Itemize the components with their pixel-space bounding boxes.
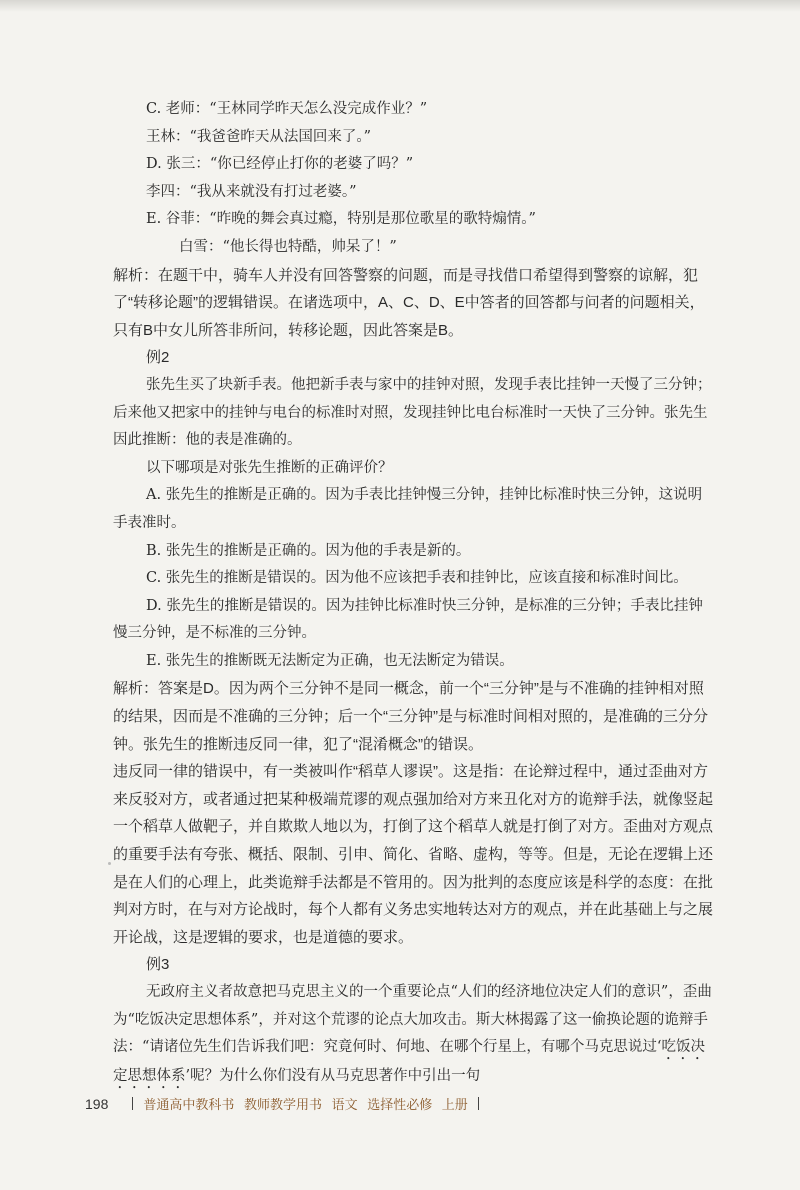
footer-divider-right: [478, 1097, 479, 1110]
option-a: A. 张先生的推断是正确的。因为手表比挂钟慢三分钟，挂钟比标准时快三分钟，这说明手表准时。: [113, 487, 703, 531]
option-d: D. 张先生的推断是错误的。因为挂钟比标准时快三分钟，是标准的三分钟；手表比挂钟慢三分钟，是不标准的三分钟。: [113, 597, 703, 642]
example-2-body: 张先生买了块新手表。他把新手表与家中的挂钟对照，发现手表比挂钟一天慢了三分钟；后来他又把家中的挂钟与电台的标准时对照，发现挂钟比电台标准时一天快了三分钟。张先生因此推断：他的表是准确的。: [113, 376, 712, 449]
option-d-lisi: 李四：“我从来就没有打过老婆。”: [146, 183, 357, 200]
option-c: C. 张先生的推断是错误的。因为他不应该把手表和挂钟比，应该直接和标准时间比。: [146, 570, 688, 587]
option-b: B. 张先生的推断是正确的。因为他的手表是新的。: [146, 542, 471, 559]
example-2-label: 例2: [146, 349, 170, 367]
example-3-emphasis: 吃饭决定思想体系: [113, 1039, 706, 1085]
option-e: E. 张先生的推断既无法断定为正确，也无法断定为错误。: [146, 652, 514, 669]
page-content: [113, 96, 713, 1092]
example-3-label: 例3: [146, 956, 170, 974]
example-3-text-pre: 无政府主义者故意把马克思主义的一个重要论点“人们的经济地位决定人们的意识”，歪曲为“吃饭决定思想体系”，并对这个荒谬的论点大加攻击。斯大林揭露了这一偷换论题的诡辩手法：“请诸位先生们告诉我们吧：究竟何时、何地、在哪个行星上，有哪个马克思说过‘: [113, 984, 712, 1056]
option-d-zhangsan: D. 张三：“你已经停止打你的老婆了吗？”: [146, 156, 414, 173]
option-e-baixue: 白雪：“他长得也特酷，帅呆了！”: [179, 238, 397, 255]
example-3-body: [113, 979, 713, 1092]
option-c-wanglin: 王林：“我爸爸昨天从法国回来了。”: [146, 128, 372, 145]
margin-speck: [108, 862, 111, 865]
strawman-paragraph: 违反同一律的错误中，有一类被叫作“稻草人谬误”。这是指：在论辩过程中，通过歪曲对方来反驳对方，或者通过把某种极端荒谬的观点强加给对方来丑化对方的诡辩手法，就像竖起一个稻草人做靶子，并自欺欺人地以为，打倒了这个稻草人就是打倒了对方。歪曲对方观点的重要手法有夸张、概括、限制、引申、简化、省略、虚构，等等。但是，无论在逻辑上还是在人们的心理上，此类诡辩手法都是不管用的。因为批判的态度应该是科学的态度：在批判对方时，在与对方论战时，每个人都有义务忠实地转达对方的观点，并在此基础上与之展开论战，这是逻辑的要求，也是道德的要求。: [113, 763, 714, 946]
top-edge-shadow: [0, 0, 800, 12]
analysis-2: 解析：答案是D。因为两个三分钟不是同一概念，前一个“三分钟”是与不准确的挂钟相对照的结果，因而是不准确的三分钟；后一个“三分钟”是与标准时间相对照的，是准确的三分分钟。张先生的推断违反同一律，犯了“混淆概念”的错误。: [113, 680, 708, 753]
example-3-text-post: ’呢？为什么你们没有从马克思著作中引出一句: [185, 1068, 481, 1085]
option-e-gufei: E. 谷菲：“昨晚的舞会真过瘾，特别是那位歌星的歌特煽情。”: [146, 211, 536, 228]
page-footer: [85, 1094, 489, 1113]
analysis-1: 解析：在题干中，骑车人并没有回答警察的问题，而是寻找借口希望得到警察的谅解，犯了“转移论题”的逻辑错误。在诸选项中，A、C、D、E中答者的回答都与问者的问题相关，只有B中女儿所答非所问，转移论题，因此答案是B。: [113, 266, 705, 339]
book-title: 普通高中教科书 教师教学用书 语文 选择性必修 上册: [143, 1097, 468, 1112]
option-c-teacher: C. 老师：“王林同学昨天怎么没完成作业？”: [146, 101, 428, 117]
example-2-question: 以下哪项是对张先生推断的正确评价？: [146, 459, 393, 476]
page-number: 198: [85, 1095, 109, 1112]
footer-divider-left: [132, 1097, 133, 1110]
